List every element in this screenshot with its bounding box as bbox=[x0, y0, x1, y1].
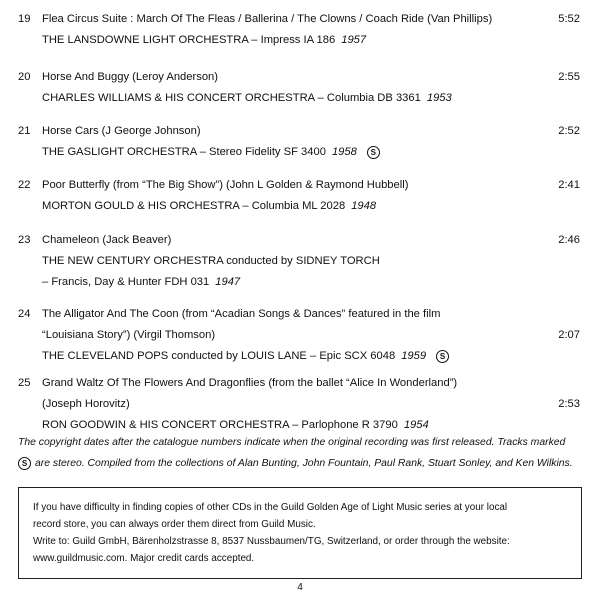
track-year: 1953 bbox=[426, 92, 452, 104]
track-duration: 2:07 bbox=[558, 329, 580, 341]
track-performer: – Francis, Day & Hunter FDH 031 bbox=[42, 276, 210, 288]
track-title: Horse Cars (J George Johnson) bbox=[42, 125, 201, 137]
track-year: 1958 bbox=[331, 146, 357, 158]
track-number: 22 bbox=[18, 179, 31, 191]
track-duration: 2:41 bbox=[558, 179, 580, 191]
track-performer-line1: THE NEW CENTURY ORCHESTRA conducted by SIDNEY TORCH bbox=[42, 255, 380, 267]
info-line-4: www.guildmusic.com. Major credit cards accepted. bbox=[33, 553, 255, 564]
track-title: (Joseph Horovitz) bbox=[42, 398, 130, 410]
track-duration: 2:52 bbox=[558, 125, 580, 137]
track-title: Flea Circus Suite : March Of The Fleas / Ballerina / The Clowns / Coach Ride (Van Phillips) bbox=[42, 13, 493, 25]
track-duration: 5:52 bbox=[558, 13, 580, 25]
stereo-icon: S bbox=[18, 457, 31, 470]
copyright-note bbox=[18, 432, 582, 474]
note-line-1: The copyright dates after the catalogue numbers indicate when the original recording was first released. Tracks marked bbox=[18, 437, 566, 448]
track-year: 1948 bbox=[351, 200, 377, 212]
ordering-info-box bbox=[18, 487, 582, 579]
track-number: 20 bbox=[18, 71, 31, 83]
track-performer: MORTON GOULD & HIS ORCHESTRA – Columbia ML 2028 bbox=[42, 200, 346, 212]
track-title-line1: Grand Waltz Of The Flowers And Dragonflies (from the ballet “Alice In Wonderland”) bbox=[42, 377, 458, 389]
track-performer: THE CLEVELAND POPS conducted by LOUIS LANE – Epic SCX 6048 bbox=[42, 350, 396, 362]
track-number: 19 bbox=[18, 13, 31, 25]
track-duration: 2:55 bbox=[558, 71, 580, 83]
stereo-icon: S bbox=[436, 350, 449, 363]
page-number: 4 bbox=[297, 582, 303, 593]
track-number: 23 bbox=[18, 234, 31, 246]
track-year: 1957 bbox=[341, 34, 367, 46]
stereo-icon: S bbox=[367, 146, 380, 159]
track-duration: 2:53 bbox=[558, 398, 580, 410]
info-line-2: record store, you can always order them direct from Guild Music. bbox=[33, 519, 316, 530]
track-title: Chameleon (Jack Beaver) bbox=[42, 234, 172, 246]
info-line-3: Write to: Guild GmbH, Bärenholzstrasse 8, 8537 Nussbaumen/TG, Switzerland, or order through the website: bbox=[33, 536, 510, 547]
info-line-1: If you have difficulty in finding copies of other CDs in the Guild Golden Age of Light Music series at your local bbox=[33, 502, 508, 513]
track-number: 24 bbox=[18, 308, 31, 320]
track-title: “Louisiana Story”) (Virgil Thomson) bbox=[42, 329, 216, 341]
track-title: Horse And Buggy (Leroy Anderson) bbox=[42, 71, 218, 83]
track-year: 1947 bbox=[215, 276, 241, 288]
note-line-2: are stereo. Compiled from the collections of Alan Bunting, John Fountain, Paul Rank, Stuart Sonley, and Ken Wilkins. bbox=[35, 458, 573, 469]
track-performer: RON GOODWIN & HIS CONCERT ORCHESTRA – Parlophone R 3790 bbox=[42, 419, 398, 431]
track-year: 1954 bbox=[403, 419, 429, 431]
track-performer: CHARLES WILLIAMS & HIS CONCERT ORCHESTRA – Columbia DB 3361 bbox=[42, 92, 421, 104]
track-title-line1: The Alligator And The Coon (from “Acadian Songs & Dances” featured in the film bbox=[42, 308, 441, 320]
track-performer: THE LANSDOWNE LIGHT ORCHESTRA – Impress IA 186 bbox=[42, 34, 336, 46]
track-number: 25 bbox=[18, 377, 31, 389]
track-year: 1959 bbox=[401, 350, 427, 362]
track-title: Poor Butterfly (from “The Big Show”) (John L Golden & Raymond Hubbell) bbox=[42, 179, 409, 191]
track-number: 21 bbox=[18, 125, 31, 137]
track-performer: THE GASLIGHT ORCHESTRA – Stereo Fidelity SF 3400 bbox=[42, 146, 326, 158]
track-duration: 2:46 bbox=[558, 234, 580, 246]
